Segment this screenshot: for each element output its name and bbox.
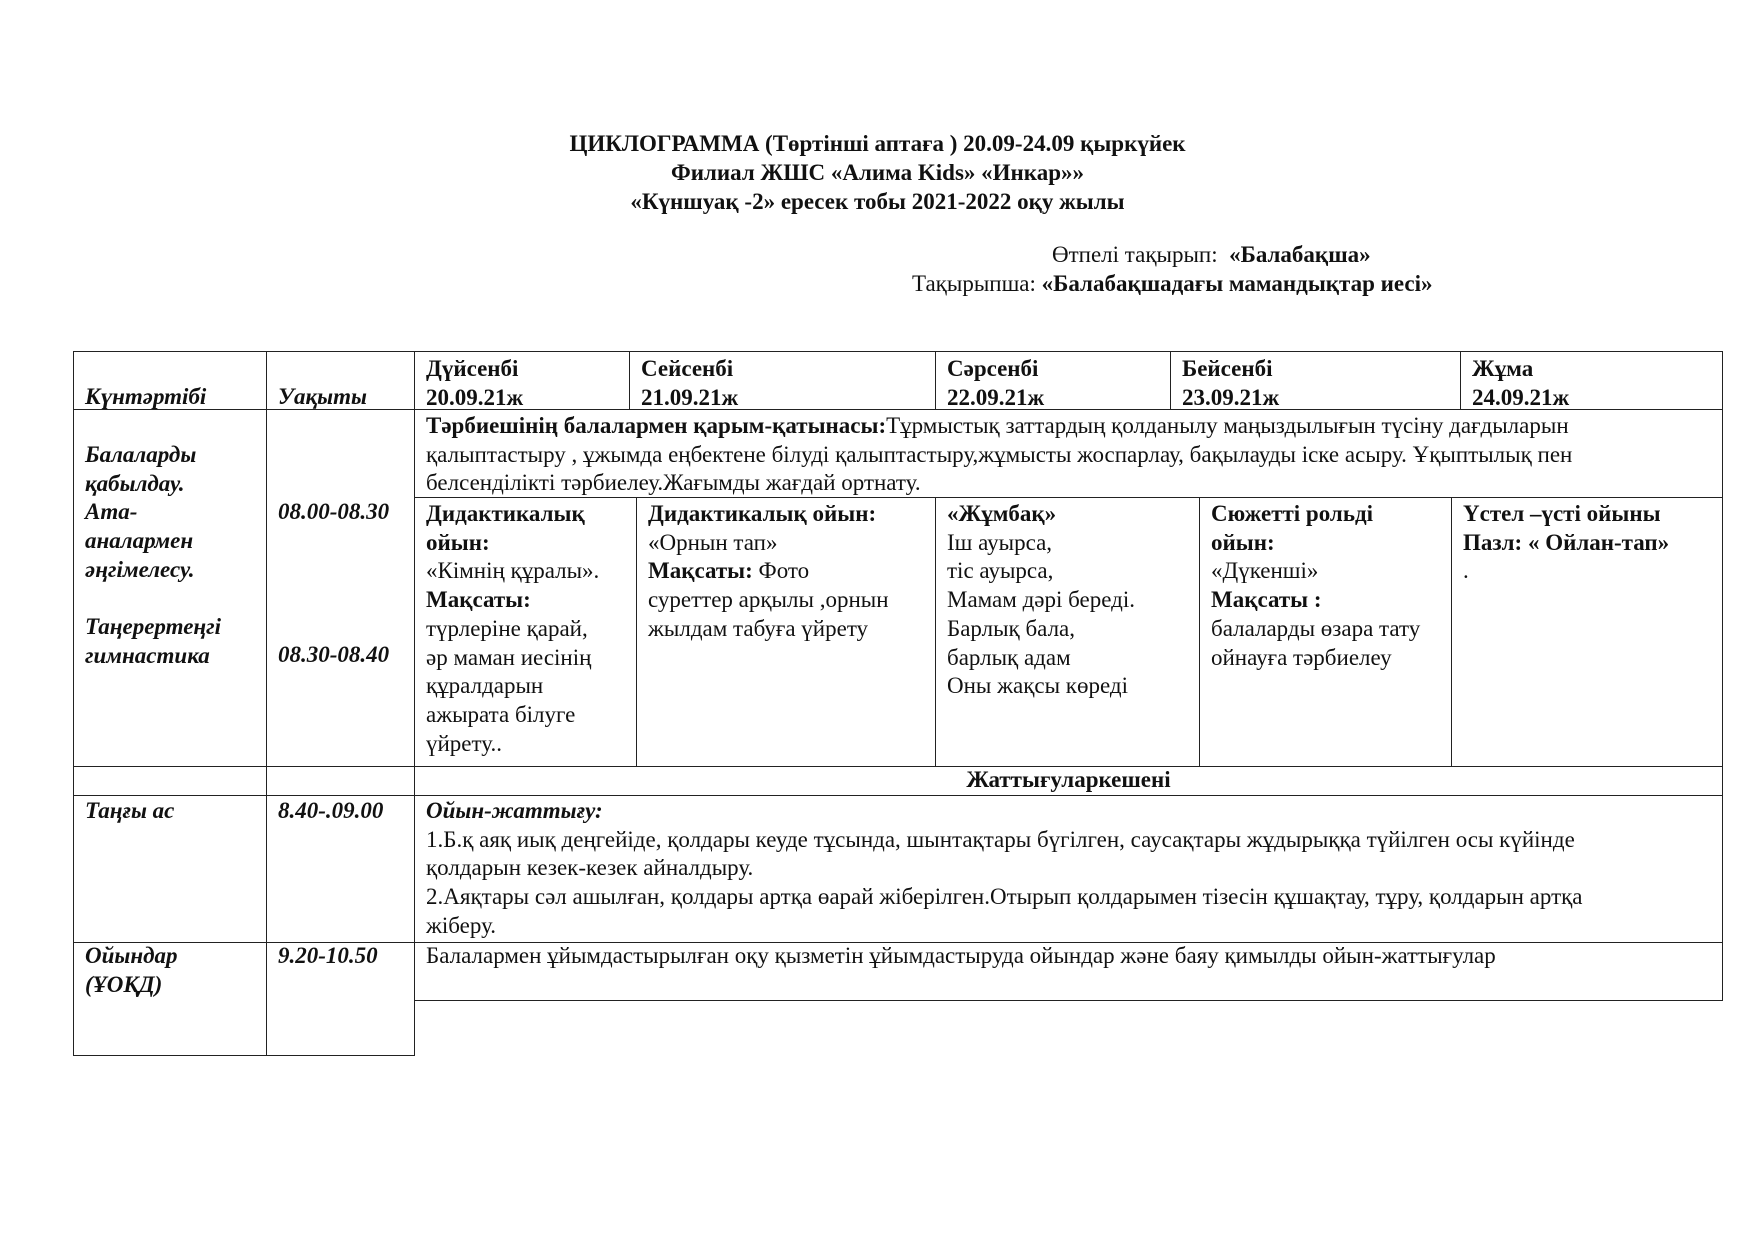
day-name: Сәрсенбі xyxy=(947,356,1039,381)
activity-line: Мақсаты: xyxy=(426,587,531,613)
activity-line: Сюжетті рольді xyxy=(1211,501,1374,526)
label-line: гимнастика xyxy=(85,642,210,668)
teacher-line xyxy=(426,412,1716,441)
table-rule xyxy=(266,351,267,1056)
exercise-line: қолдарын кезек-кезек айналдыру. xyxy=(426,855,754,881)
label-line: қабылдау. xyxy=(85,470,185,496)
activity-line: тіс ауырса, xyxy=(947,558,1054,584)
teacher-line: белсенділікті тәрбиелеу.Жағымды жағдай ортнату. xyxy=(426,470,921,496)
activity-line: ойын: xyxy=(1211,529,1275,555)
activity-thursday xyxy=(1211,500,1420,672)
day-header-monday xyxy=(426,355,523,412)
teacher-text: Тұрмыстық заттардың қолданылу маңыздылығын түсіну дағдыларын xyxy=(886,413,1569,438)
table-rule xyxy=(935,497,936,767)
subtopic-line xyxy=(912,269,1432,298)
day-name: Жұма xyxy=(1472,356,1534,381)
activity-line: «Жұмбақ» xyxy=(947,501,1057,526)
day-header-friday xyxy=(1472,355,1569,412)
table-rule xyxy=(935,351,936,410)
time-gymnastics: 08.30-08.40 xyxy=(278,642,390,667)
exercise-complex-title: Жаттығуларкешені xyxy=(966,767,1171,792)
topic-label: Өтпелі тақырып: xyxy=(1052,242,1218,267)
day-date: 23.09.21ж xyxy=(1182,384,1280,410)
topic-value: «Балабақша» xyxy=(1229,242,1371,267)
table-rule xyxy=(414,1000,1723,1001)
activity-line: Оны жақсы көреді xyxy=(947,673,1128,699)
label-line: Таңерертеңгі xyxy=(85,614,222,640)
day-date: 21.09.21ж xyxy=(641,384,739,410)
activity-tuesday xyxy=(648,500,889,644)
label-line: Ойындар xyxy=(85,943,178,968)
subtopic-value: «Балабақшадағы мамандықтар иесі» xyxy=(1041,271,1433,296)
table-rule xyxy=(636,497,637,767)
day-name: Бейсенбі xyxy=(1182,356,1273,381)
exercise-line: жіберу. xyxy=(426,912,497,938)
activity-line: барлық адам xyxy=(947,644,1071,670)
activity-line: құралдарын xyxy=(426,673,544,699)
activity-line: үйрету.. xyxy=(426,730,502,756)
activity-line: ойын: xyxy=(426,529,490,555)
col-header-time: Уақыты xyxy=(278,384,367,409)
activity-friday xyxy=(1463,500,1669,586)
subtopic-label: Тақырыпша: xyxy=(912,271,1036,296)
table-border-right xyxy=(1722,351,1723,1001)
activity-line: Дидактикалық ойын: xyxy=(648,501,877,526)
goal-label: Мақсаты: xyxy=(648,558,753,584)
table-rule xyxy=(414,351,415,1056)
day-date: 22.09.21ж xyxy=(947,384,1045,410)
document-org: Филиал ЖШС «Алима Kids» «Инкар»» xyxy=(670,160,1084,185)
activity-line: «Кімнің құралы». xyxy=(426,558,600,584)
table-border-bottom xyxy=(73,1055,415,1056)
day-name: Дүйсенбі xyxy=(426,356,519,381)
table-rule xyxy=(629,351,630,410)
day-header-wednesday xyxy=(947,355,1044,412)
activity-line: «Дүкенші» xyxy=(1211,558,1319,584)
teacher-title: Тәрбиешінің балалармен қарым-қатынасы: xyxy=(426,413,887,438)
activity-line xyxy=(648,557,889,586)
day-date: 24.09.21ж xyxy=(1472,384,1570,410)
day-name: Сейсенбі xyxy=(641,356,734,381)
teacher-communication xyxy=(426,412,1716,498)
activity-line: Дидактикалық xyxy=(426,501,585,526)
activity-line: балаларды өзара тату xyxy=(1211,615,1421,641)
exercise-description xyxy=(426,797,1716,941)
table-rule xyxy=(73,795,1723,796)
row-label-games xyxy=(85,942,178,999)
label-line: әңгімелесу. xyxy=(85,556,195,582)
activity-line: . xyxy=(1463,558,1469,584)
table-rule xyxy=(1199,497,1200,767)
label-line: Балаларды xyxy=(85,442,197,467)
activity-line: түрлеріне қарай, xyxy=(426,615,588,641)
activity-line: Мақсаты : xyxy=(1211,587,1322,613)
activity-wednesday xyxy=(947,500,1135,701)
day-header-tuesday xyxy=(641,355,738,412)
activity-line: ажырата білуге xyxy=(426,701,576,727)
day-header-thursday xyxy=(1182,355,1279,412)
table-rule xyxy=(1451,497,1452,767)
label-line: аналармен xyxy=(85,528,194,554)
time-games: 9.20-10.50 xyxy=(278,943,378,968)
document-group: «Күншуақ -2» ересек тобы 2021-2022 оқу жылы xyxy=(630,189,1125,214)
table-rule xyxy=(1460,351,1461,410)
label-line xyxy=(85,585,221,614)
label-line: Ата- xyxy=(85,499,138,525)
goal-text: Фото xyxy=(752,558,810,584)
activity-line: ойнауға тәрбиелеу xyxy=(1211,644,1392,670)
activity-line: суреттер арқылы ,орнын xyxy=(648,587,889,613)
day-date: 20.09.21ж xyxy=(426,384,524,410)
games-description: Балалармен ұйымдастырылған оқу қызметін ұйымдастыруда ойындар және баяу қимылды ойын-жаттығулар xyxy=(426,943,1496,968)
activity-line: Барлық бала, xyxy=(947,615,1076,641)
table-border-top xyxy=(73,351,1723,352)
activity-line: жылдам табуға үйрету xyxy=(648,615,869,641)
exercise-line: 2.Аяқтары сәл ашылған, қолдары артқа өарай жіберілген.Отырып қолдарымен тізесін құшақтау, тұру, қолдарын артқа xyxy=(426,884,1583,910)
activity-monday xyxy=(426,500,599,758)
topic-line xyxy=(1052,240,1371,269)
document-title: ЦИКЛОГРАММА (Төртінші аптаға ) 20.09-24.09 қыркүйек xyxy=(569,131,1186,156)
teacher-line: қалыптастыру , ұжымда еңбектене білуді қалыптастыру,жұмысты жоспарлау, бақылауды іске асыру. Ұқыптылық пен xyxy=(426,441,1573,467)
label-line: (ҰОҚД) xyxy=(85,971,163,997)
time-reception: 08.00-08.30 xyxy=(278,499,390,524)
activity-line: әр маман иесінің xyxy=(426,644,592,670)
row-label-reception xyxy=(85,441,221,671)
exercise-title: Ойын-жаттығу: xyxy=(426,798,603,823)
time-breakfast: 8.40-.09.00 xyxy=(278,798,384,823)
row-label-breakfast: Таңғы ас xyxy=(85,798,175,823)
exercise-line: 1.Б.қ аяқ иық деңгейіде, қолдары кеуде тұсында, шынтақтары бүгілген, саусақтары жұдырыққа түйілген осы күйінде xyxy=(426,826,1575,852)
activity-line: Үстел –үсті ойыны xyxy=(1463,501,1661,526)
activity-line: «Орнын тап» xyxy=(648,529,778,555)
table-border-left xyxy=(73,351,74,1056)
col-header-schedule: Күнтәртібі xyxy=(85,384,207,409)
activity-line: Пазл: « Ойлан-тап» xyxy=(1463,529,1670,555)
activity-line: Іш ауырса, xyxy=(947,529,1053,555)
activity-line: Мамам дәрі береді. xyxy=(947,587,1135,613)
table-rule xyxy=(1170,351,1171,410)
